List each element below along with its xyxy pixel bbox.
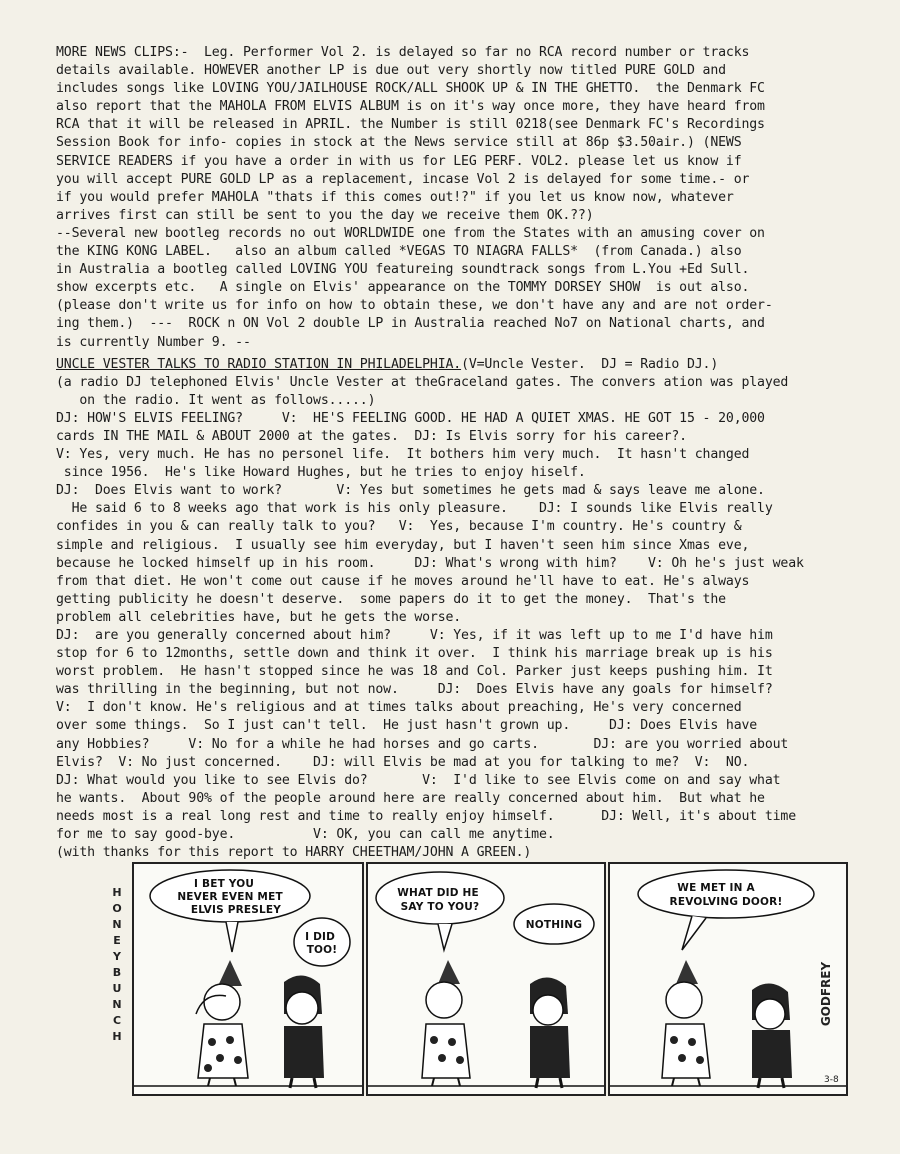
interview-text-line: any Hobbies? V: No for a while he had horses and go carts. DJ: are you worried about bbox=[56, 736, 789, 752]
news-text-line: ing them.) --- ROCK n ON Vol 2 double LP in Australia reached No7 on National charts, and bbox=[56, 316, 765, 332]
interview-text-line: (with thanks for this report to HARRY CHEETHAM/JOHN A GREEN.) bbox=[56, 845, 532, 861]
interview-text-line: since 1956. He's like Howard Hughes, but he tries to enjoy hiself. bbox=[56, 465, 586, 481]
comic-panel-2 bbox=[366, 862, 606, 1096]
boy-character bbox=[284, 975, 324, 1088]
interview-text-line: stop for 6 to 12months, settle down and think it over. I think his marriage break up is his bbox=[56, 646, 773, 662]
girl-character bbox=[196, 960, 248, 1086]
comic-title-letter: N bbox=[112, 918, 122, 931]
interview-text-line: DJ: are you generally concerned about him? V: Yes, if it was left up to me I'd have him bbox=[56, 628, 773, 643]
comic-panel-3-art bbox=[610, 864, 846, 1094]
news-text-line: includes songs like LOVING YOU/JAILHOUSE ROCK/ALL SHOOK UP & IN THE GHETTO. the Denmark FC bbox=[56, 81, 765, 97]
comic-panel-3 bbox=[608, 862, 848, 1096]
interview-text-line: confides in you & can really talk to you? V: Yes, because I'm country. He's country & bbox=[56, 519, 742, 535]
comic-title-letter: O bbox=[112, 902, 122, 915]
interview-text-line: (a radio DJ telephoned Elvis' Uncle Vester at theGraceland gates. The convers ation was played bbox=[56, 374, 789, 390]
news-text-line: details available. HOWEVER another LP is due out very shortly now titled PURE GOLD and bbox=[56, 63, 726, 79]
uncle-vester-section bbox=[56, 356, 892, 863]
interview-text-line: DJ: Does Elvis want to work? V: Yes but sometimes he gets mad & says leave me alone. bbox=[56, 483, 765, 499]
interview-text-line: because he locked himself up in his room. DJ: What's wrong with him? V: Oh he's just weak bbox=[56, 555, 804, 571]
speech-bubble bbox=[638, 870, 814, 918]
news-text-line: also report that the MAHOLA FROM ELVIS ALBUM is on it's way once more, they have heard from bbox=[56, 99, 765, 115]
news-text-line: the KING KONG LABEL. also an album called *VEGAS TO NIAGRA FALLS* (from Canada.) also bbox=[56, 244, 742, 260]
comic-title-letter: B bbox=[112, 966, 122, 979]
artist-signature: GODFREY bbox=[819, 961, 833, 1027]
interview-text-line: needs most is a real long rest and time to really enjoy himself. DJ: Well, it's about time bbox=[56, 808, 797, 824]
comic-title-letter: Y bbox=[113, 950, 121, 963]
panel2-bubble1-text: WHAT DID HE SAY TO YOU? bbox=[397, 887, 480, 913]
more-news-clips-section bbox=[56, 44, 892, 352]
boy-character bbox=[752, 983, 792, 1088]
news-text-line: MORE NEWS CLIPS:- Leg. Performer Vol 2. is delayed so far no RCA record number or tracks bbox=[56, 45, 750, 60]
speech-bubble-tail bbox=[682, 916, 706, 950]
interview-heading-note: (V=Uncle Vester. DJ = Radio DJ.) bbox=[461, 356, 719, 372]
comic-title-letter: N bbox=[112, 998, 122, 1011]
interview-text-line: worst problem. He hasn't stopped since he was 18 and Col. Parker just keeps pushing him. It bbox=[56, 664, 773, 680]
news-text-line: show excerpts etc. A single on Elvis' appearance on the TOMMY DORSEY SHOW is out also. bbox=[56, 280, 750, 296]
article-text bbox=[56, 44, 892, 862]
comic-panel-2-art bbox=[368, 864, 604, 1094]
interview-text-line: problem all celebrities have, but he gets the worse. bbox=[56, 609, 462, 625]
panel2-bubble2-text: NOTHING bbox=[525, 919, 583, 931]
news-text-line: is currently Number 9. -- bbox=[56, 334, 251, 350]
interview-text-line: He said 6 to 8 weeks ago that work is his only pleasure. DJ: I sounds like Elvis really bbox=[56, 501, 773, 517]
interview-text-line: cards IN THE MAIL & ABOUT 2000 at the gates. DJ: Is Elvis sorry for his career?. bbox=[56, 428, 687, 444]
comic-panel-1-art bbox=[134, 864, 362, 1094]
news-text-line: (please don't write us for info on how to obtain these, we don't have any and are not order- bbox=[56, 298, 773, 314]
interview-text-line: he wants. About 90% of the people around here are really concerned about him. But what he bbox=[56, 790, 765, 806]
interview-text-line: V: I don't know. He's religious and at times talks about preaching, He's very concerned bbox=[56, 700, 742, 716]
news-text-line: arrives first can still be sent to you the day we receive them OK.??) bbox=[56, 207, 594, 223]
interview-text-line: on the radio. It went as follows.....) bbox=[56, 392, 376, 408]
speech-bubble-tail bbox=[226, 922, 238, 952]
interview-text-line: simple and religious. I usually see him everyday, but I haven't seen him since Xmas eve, bbox=[56, 537, 750, 553]
news-text-line: RCA that it will be released in APRIL. the Number is still 0218(see Denmark FC's Recordings bbox=[56, 117, 765, 133]
comic-date-code: 3-8 bbox=[824, 1075, 839, 1085]
comic-side-title bbox=[110, 886, 124, 1043]
honeybunch-comic-strip bbox=[108, 862, 852, 1100]
comic-title-letter: H bbox=[112, 886, 122, 899]
panel1-bubble2-text: I DID TOO! bbox=[305, 931, 338, 956]
boy-character bbox=[530, 977, 570, 1088]
interview-text-line: Elvis? V: No just concerned. DJ: will Elvis be mad at you for talking to me? V: NO. bbox=[56, 754, 750, 770]
interview-text-line: from that diet. He won't come out cause if he moves around he'll have to eat. He's always bbox=[56, 573, 750, 589]
news-text-line: --Several new bootleg records no out WORLDWIDE one from the States with an amusing cover on bbox=[56, 225, 765, 241]
interview-text-line: over some things. So I just can't tell. He just hasn't grown up. DJ: Does Elvis have bbox=[56, 718, 758, 734]
news-text-line: Session Book for info- copies in stock at the News service still at 86p $3.50air.) (NEWS bbox=[56, 135, 742, 151]
news-text-line: in Australia a bootleg called LOVING YOU featureing soundtrack songs from L.You +Ed Sull. bbox=[56, 262, 750, 278]
comic-title-letter: E bbox=[113, 934, 121, 947]
comic-panel-1 bbox=[132, 862, 364, 1096]
panel3-bubble1-text: WE MET IN A REVOLVING DOOR! bbox=[669, 882, 783, 908]
comic-title-letter: U bbox=[112, 982, 122, 995]
news-text-line: if you would prefer MAHOLA "thats if this comes out!?" if you let us know now, whatever bbox=[56, 189, 734, 205]
speech-bubble-tail bbox=[438, 924, 452, 950]
interview-text-line: DJ: HOW'S ELVIS FEELING? V: HE'S FEELING GOOD. HE HAD A QUIET XMAS. HE GOT 15 - 20,000 bbox=[56, 410, 765, 426]
interview-text-line: DJ: What would you like to see Elvis do? V: I'd like to see Elvis come on and say what bbox=[56, 772, 781, 788]
interview-heading: UNCLE VESTER TALKS TO RADIO STATION IN PHILADELPHIA. bbox=[56, 356, 462, 372]
news-text-line: SERVICE READERS if you have a order in with us for LEG PERF. VOL2. please let us know if bbox=[56, 153, 742, 169]
interview-text-line: was thrilling in the beginning, but not now. DJ: Does Elvis have any goals for himself? bbox=[56, 682, 773, 698]
interview-text-line: getting publicity he doesn't deserve. some papers do it to get the money. That's the bbox=[56, 591, 726, 607]
girl-character bbox=[662, 960, 710, 1086]
interview-transcript bbox=[56, 374, 892, 863]
interview-heading-line bbox=[56, 356, 892, 374]
news-text-line: you will accept PURE GOLD LP as a replacement, incase Vol 2 is delayed for some time.- or bbox=[56, 171, 750, 187]
panel1-bubble1-text: I BET YOU NEVER EVEN MET ELVIS PRESLEY bbox=[177, 878, 283, 916]
comic-title-letter: C bbox=[112, 1014, 122, 1027]
interview-text-line: for me to say good-bye. V: OK, you can call me anytime. bbox=[56, 827, 555, 843]
girl-character bbox=[422, 960, 470, 1086]
comic-title-letter: H bbox=[112, 1030, 122, 1043]
interview-text-line: V: Yes, very much. He has no personel life. It bothers him very much. It hasn't changed bbox=[56, 447, 750, 463]
